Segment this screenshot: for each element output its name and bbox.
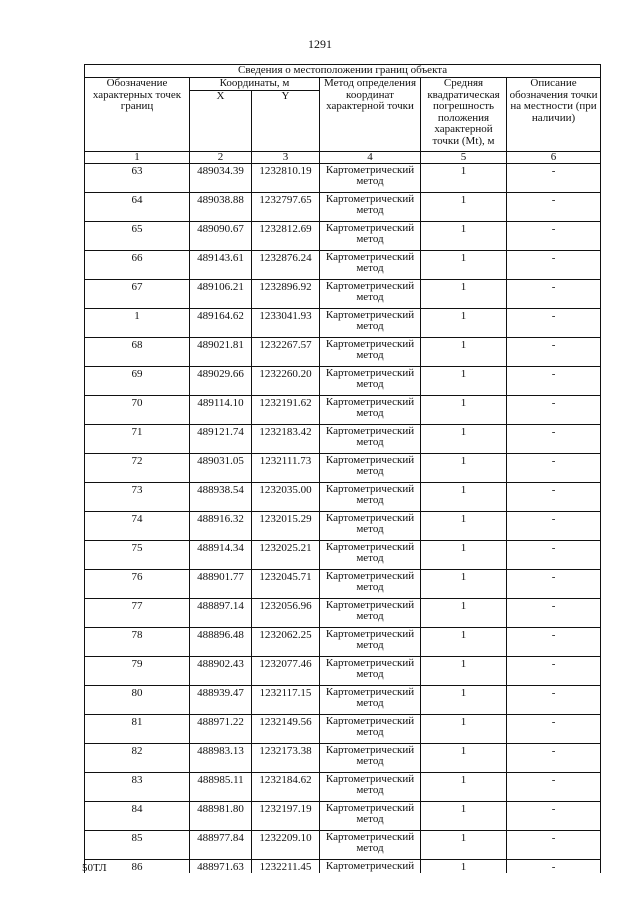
method-cell: Картометрический метод [320, 569, 421, 598]
x-coordinate: 488914.34 [190, 540, 252, 569]
x-coordinate: 488971.63 [190, 859, 252, 873]
x-coordinate: 488983.13 [190, 743, 252, 772]
table-body [85, 163, 601, 873]
y-coordinate: 1232209.10 [252, 830, 320, 859]
x-coordinate: 488938.54 [190, 482, 252, 511]
footer-code: 50ТЛ [82, 862, 107, 874]
method-cell: Картометрический метод [320, 801, 421, 830]
point-id: 71 [85, 424, 190, 453]
x-coordinate: 489090.67 [190, 221, 252, 250]
error-cell: 1 [421, 685, 507, 714]
method-cell: Картометрический метод [320, 366, 421, 395]
method-cell: Картометрический метод [320, 714, 421, 743]
error-cell: 1 [421, 163, 507, 192]
x-coordinate: 489038.88 [190, 192, 252, 221]
description-cell: - [507, 685, 601, 714]
y-coordinate: 1232173.38 [252, 743, 320, 772]
column-number: 6 [507, 151, 601, 163]
table-row [85, 163, 601, 192]
y-coordinate: 1232045.71 [252, 569, 320, 598]
method-cell: Картометрический метод [320, 221, 421, 250]
y-coordinate: 1232260.20 [252, 366, 320, 395]
method-cell: Картометрический метод [320, 627, 421, 656]
point-id: 77 [85, 598, 190, 627]
method-cell: Картометрический метод [320, 540, 421, 569]
error-cell: 1 [421, 627, 507, 656]
x-coordinate: 489121.74 [190, 424, 252, 453]
table-row [85, 859, 601, 873]
column-number: 5 [421, 151, 507, 163]
table-row [85, 772, 601, 801]
table-row [85, 714, 601, 743]
y-coordinate: 1232197.19 [252, 801, 320, 830]
header-x: X [190, 90, 252, 151]
point-id: 82 [85, 743, 190, 772]
table-title: Сведения о местоположении границ объекта [85, 65, 601, 78]
table-row [85, 279, 601, 308]
y-coordinate: 1232111.73 [252, 453, 320, 482]
error-cell: 1 [421, 801, 507, 830]
description-cell: - [507, 627, 601, 656]
description-cell: - [507, 569, 601, 598]
point-id: 76 [85, 569, 190, 598]
header-method: Метод определения координат характерной точки [320, 78, 421, 152]
description-cell: - [507, 598, 601, 627]
error-cell: 1 [421, 540, 507, 569]
y-coordinate: 1232117.15 [252, 685, 320, 714]
y-coordinate: 1232184.62 [252, 772, 320, 801]
error-cell: 1 [421, 830, 507, 859]
method-cell: Картометрический [320, 859, 421, 873]
x-coordinate: 488939.47 [190, 685, 252, 714]
page-number: 1291 [308, 37, 332, 51]
point-id: 68 [85, 337, 190, 366]
table-row [85, 830, 601, 859]
y-coordinate: 1232191.62 [252, 395, 320, 424]
point-id: 1 [85, 308, 190, 337]
error-cell: 1 [421, 569, 507, 598]
description-cell: - [507, 453, 601, 482]
description-cell: - [507, 772, 601, 801]
x-coordinate: 489034.39 [190, 163, 252, 192]
description-cell: - [507, 743, 601, 772]
description-cell: - [507, 250, 601, 279]
table-row [85, 395, 601, 424]
x-coordinate: 488896.48 [190, 627, 252, 656]
y-coordinate: 1232077.46 [252, 656, 320, 685]
method-cell: Картометрический метод [320, 424, 421, 453]
table-row [85, 685, 601, 714]
error-cell: 1 [421, 250, 507, 279]
x-coordinate: 488985.11 [190, 772, 252, 801]
method-cell: Картометрический метод [320, 830, 421, 859]
point-id: 85 [85, 830, 190, 859]
table-row [85, 569, 601, 598]
description-cell: - [507, 511, 601, 540]
table-row [85, 540, 601, 569]
error-cell: 1 [421, 598, 507, 627]
point-id: 70 [85, 395, 190, 424]
method-cell: Картометрический метод [320, 598, 421, 627]
description-cell: - [507, 337, 601, 366]
y-coordinate: 1232267.57 [252, 337, 320, 366]
description-cell: - [507, 221, 601, 250]
header-description: Описание обозначения точки на местности (при наличии) [507, 78, 601, 152]
error-cell: 1 [421, 337, 507, 366]
point-id: 86 [85, 859, 190, 873]
point-id: 69 [85, 366, 190, 395]
description-cell: - [507, 424, 601, 453]
x-coordinate: 489029.66 [190, 366, 252, 395]
y-coordinate: 1232810.19 [252, 163, 320, 192]
error-cell: 1 [421, 221, 507, 250]
method-cell: Картометрический метод [320, 685, 421, 714]
description-cell: - [507, 482, 601, 511]
method-cell: Картометрический метод [320, 482, 421, 511]
method-cell: Картометрический метод [320, 163, 421, 192]
x-coordinate: 489143.61 [190, 250, 252, 279]
description-cell: - [507, 830, 601, 859]
x-coordinate: 488901.77 [190, 569, 252, 598]
error-cell: 1 [421, 308, 507, 337]
method-cell: Картометрический метод [320, 192, 421, 221]
description-cell: - [507, 279, 601, 308]
description-cell: - [507, 366, 601, 395]
point-id: 80 [85, 685, 190, 714]
table-row [85, 250, 601, 279]
error-cell: 1 [421, 656, 507, 685]
error-cell: 1 [421, 511, 507, 540]
method-cell: Картометрический метод [320, 511, 421, 540]
column-number: 3 [252, 151, 320, 163]
table-row [85, 192, 601, 221]
x-coordinate: 489021.81 [190, 337, 252, 366]
description-cell: - [507, 656, 601, 685]
y-coordinate: 1232211.45 [252, 859, 320, 873]
header-coordinates: Координаты, м [190, 78, 320, 91]
table-row [85, 598, 601, 627]
method-cell: Картометрический метод [320, 337, 421, 366]
point-id: 63 [85, 163, 190, 192]
x-coordinate: 489164.62 [190, 308, 252, 337]
point-id: 64 [85, 192, 190, 221]
x-coordinate: 489031.05 [190, 453, 252, 482]
y-coordinate: 1232896.92 [252, 279, 320, 308]
y-coordinate: 1233041.93 [252, 308, 320, 337]
description-cell: - [507, 395, 601, 424]
method-cell: Картометрический метод [320, 279, 421, 308]
x-coordinate: 488971.22 [190, 714, 252, 743]
error-cell: 1 [421, 482, 507, 511]
y-coordinate: 1232797.65 [252, 192, 320, 221]
point-id: 73 [85, 482, 190, 511]
method-cell: Картометрический метод [320, 453, 421, 482]
column-number: 2 [190, 151, 252, 163]
x-coordinate: 489106.21 [190, 279, 252, 308]
y-coordinate: 1232876.24 [252, 250, 320, 279]
error-cell: 1 [421, 743, 507, 772]
point-id: 66 [85, 250, 190, 279]
column-number: 1 [85, 151, 190, 163]
y-coordinate: 1232062.25 [252, 627, 320, 656]
point-id: 79 [85, 656, 190, 685]
x-coordinate: 488977.84 [190, 830, 252, 859]
table-row [85, 627, 601, 656]
x-coordinate: 488902.43 [190, 656, 252, 685]
x-coordinate: 489114.10 [190, 395, 252, 424]
description-cell: - [507, 859, 601, 873]
point-id: 78 [85, 627, 190, 656]
y-coordinate: 1232183.42 [252, 424, 320, 453]
point-id: 65 [85, 221, 190, 250]
table-row [85, 308, 601, 337]
point-id: 75 [85, 540, 190, 569]
point-id: 84 [85, 801, 190, 830]
x-coordinate: 488981.80 [190, 801, 252, 830]
header-error: Средняя квадратическая погрешность положения характерной точки (Mt), м [421, 78, 507, 152]
table-row [85, 482, 601, 511]
header-designation: Обозначение характерных точек границ [85, 78, 190, 152]
error-cell: 1 [421, 424, 507, 453]
y-coordinate: 1232812.69 [252, 221, 320, 250]
error-cell: 1 [421, 279, 507, 308]
description-cell: - [507, 801, 601, 830]
header-y: Y [252, 90, 320, 151]
error-cell: 1 [421, 192, 507, 221]
table-row [85, 801, 601, 830]
table-row [85, 453, 601, 482]
description-cell: - [507, 308, 601, 337]
table-row [85, 743, 601, 772]
description-cell: - [507, 540, 601, 569]
y-coordinate: 1232015.29 [252, 511, 320, 540]
method-cell: Картометрический метод [320, 772, 421, 801]
point-id: 83 [85, 772, 190, 801]
x-coordinate: 488897.14 [190, 598, 252, 627]
point-id: 81 [85, 714, 190, 743]
table-row [85, 424, 601, 453]
error-cell: 1 [421, 395, 507, 424]
table-row [85, 511, 601, 540]
point-id: 74 [85, 511, 190, 540]
x-coordinate: 488916.32 [190, 511, 252, 540]
description-cell: - [507, 714, 601, 743]
y-coordinate: 1232025.21 [252, 540, 320, 569]
description-cell: - [507, 163, 601, 192]
y-coordinate: 1232149.56 [252, 714, 320, 743]
column-number: 4 [320, 151, 421, 163]
error-cell: 1 [421, 453, 507, 482]
boundary-coordinates-table [84, 64, 601, 873]
method-cell: Картометрический метод [320, 308, 421, 337]
error-cell: 1 [421, 366, 507, 395]
table-row [85, 337, 601, 366]
error-cell: 1 [421, 859, 507, 873]
description-cell: - [507, 192, 601, 221]
table-row [85, 221, 601, 250]
error-cell: 1 [421, 772, 507, 801]
y-coordinate: 1232056.96 [252, 598, 320, 627]
method-cell: Картометрический метод [320, 395, 421, 424]
method-cell: Картометрический метод [320, 250, 421, 279]
error-cell: 1 [421, 714, 507, 743]
table-row [85, 366, 601, 395]
method-cell: Картометрический метод [320, 656, 421, 685]
table-row [85, 656, 601, 685]
point-id: 72 [85, 453, 190, 482]
point-id: 67 [85, 279, 190, 308]
y-coordinate: 1232035.00 [252, 482, 320, 511]
method-cell: Картометрический метод [320, 743, 421, 772]
